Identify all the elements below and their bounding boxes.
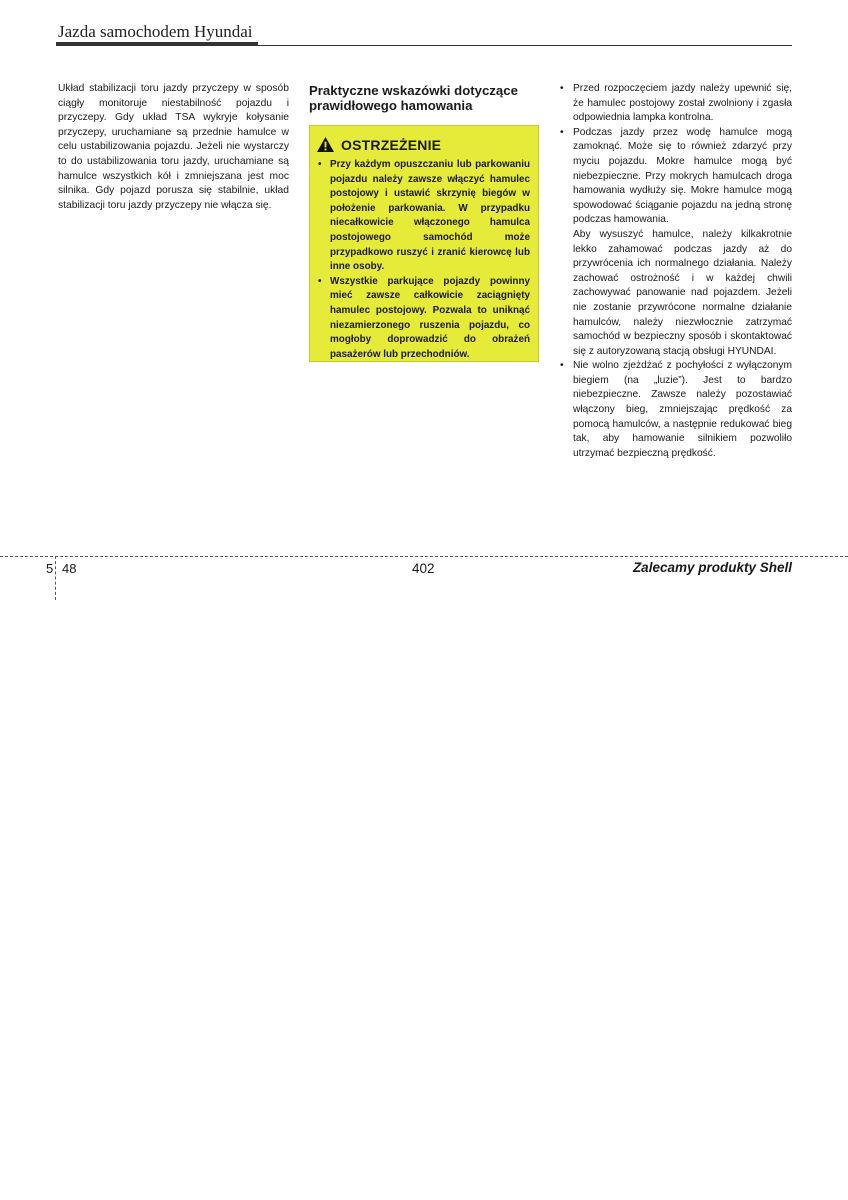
header-title: Jazda samochodem Hyundai xyxy=(58,22,253,41)
bullet: • xyxy=(560,360,564,372)
warning-box xyxy=(309,125,539,362)
header-rule xyxy=(56,45,792,46)
tsa-paragraph: Układ stabilizacji toru jazdy przyczepy w sposób ciągły monitoruje niestabilność pojazdu i przyczepy. Gdy układ TSA wykryje kołysanie przyczepy, uruchamiane są przednie hamulce w celu ustabilizowania pojazdu. Jeżeli nie wystarczy to do ustabilizowania toru jazdy, uruchamiane są hamulce wszystkich kół i zmniejszana jest moc silnika. Gdy pojazd porusza się stabilnie, układ stabilizacji toru jazdy przyczepy nie włącza się. xyxy=(58,83,289,211)
list-item-text: Podczas jazdy przez wodę hamulce mogą zamoknąć. Może się to również zdarzyć przy myciu pojazdu. Mokre hamulce mogą być niebezpieczne. Przy mokrych hamulcach droga hamowania wydłuży się. Mokre hamulce mogą spowodować ściąganie pojazdu na jedną stronę podczas hamowania. xyxy=(573,126,792,226)
bullet: • xyxy=(318,159,322,170)
list-item xyxy=(560,126,792,360)
left-column xyxy=(58,82,289,213)
warning-header xyxy=(316,136,530,153)
warning-item-text: Przy każdym opuszczaniu lub parkowaniu pojazdu należy zawsze włączyć hamulec postojowy i ustawić skrzynię biegów w położenie parkowania. W przypadku niecałkowicie włączonego hamulca postojowego samochód może przypadkowo ruszyć i zranić kierowcę lub inne osoby. xyxy=(330,159,530,273)
warning-item-text: Wszystkie parkujące pojazdy powinny mieć zawsze całkowicie zaciągnięty hamulec postojowy. Pozwala to uniknąć niezamierzonego ruszenia pojazdu, co mogłoby doprowadzić do obrażeń pasażerów lub przechodniów. xyxy=(330,275,530,360)
document-page-number: 402 xyxy=(412,561,435,576)
footer-dashed-divider xyxy=(55,556,56,600)
list-item-text-continued: Aby wysuszyć hamulce, należy kilkakrotnie lekko zahamować podczas jazdy aż do przywrócenia ich normalnego działania. Należy zachować ostrożność i w każdej chwili zachowywać panowanie nad pojazdem. Jeżeli nie zostanie przywrócone normalne działanie hamulców, należy niezwłocznie zatrzymać samochód w bezpieczny sposób i skontaktować się z autoryzowaną stacją obsługi HYUNDAI. xyxy=(573,228,792,357)
footer-slogan: Zalecamy produkty Shell xyxy=(632,560,792,575)
list-item xyxy=(560,359,792,461)
warning-item xyxy=(316,158,530,275)
section-title-line-2: prawidłowego hamowania xyxy=(309,98,473,113)
section-title xyxy=(309,83,541,113)
bullet: • xyxy=(560,83,564,94)
warning-item xyxy=(316,275,530,363)
list-item-text: Przed rozpoczęciem jazdy należy upewnić się, że hamulec postojowy został zwolniony i zgasła odpowiednia lampka kontrolna. xyxy=(573,83,792,124)
right-column xyxy=(560,82,792,461)
bullet: • xyxy=(318,275,322,287)
section-number: 5 xyxy=(46,561,54,576)
warning-triangle-icon xyxy=(316,136,335,153)
footer-dashed-rule xyxy=(0,556,848,557)
section-title-line-1: Praktyczne wskazówki dotyczące xyxy=(309,83,518,98)
list-item-text: Nie wolno zjeżdżać z pochyłości z wyłączonym biegiem (na „luzie”). Jest to bardzo niebezpieczne. Zawsze należy pozostawiać włączony bieg, zmniejszając prędkość za pomocą hamulców, a następnie redukować bieg tak, aby hamowanie silnikiem pozwoliło utrzymać bezpieczną prędkość. xyxy=(573,360,792,459)
warning-list xyxy=(316,158,530,362)
bullet: • xyxy=(560,126,564,138)
section-page-number: 48 xyxy=(62,561,77,576)
list-item xyxy=(560,82,792,126)
middle-column xyxy=(309,83,541,360)
warning-title: OSTRZEŻENIE xyxy=(341,136,442,153)
